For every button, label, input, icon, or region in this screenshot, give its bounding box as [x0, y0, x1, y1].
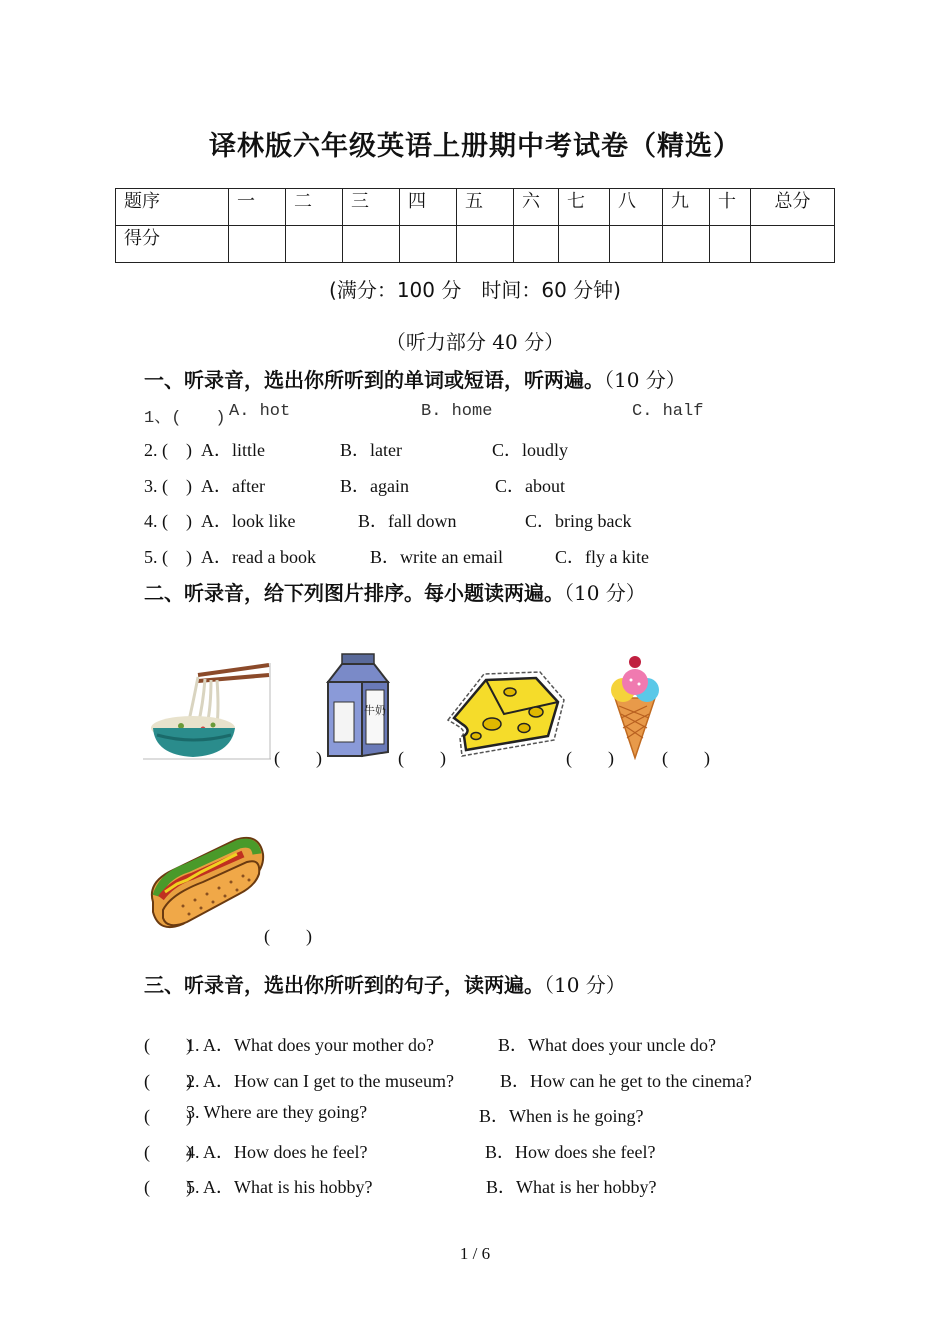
q2-option-b: B．later — [340, 440, 402, 460]
section2-title: 二、听录音，给下列图片排序。每小题读两遍。 — [144, 581, 564, 605]
score-cell: 七 — [559, 189, 610, 226]
score-blank — [751, 226, 835, 263]
score-blank — [343, 226, 400, 263]
ice-cream-answer-blank: ( ) — [662, 748, 710, 768]
q3-option-b: B．again — [340, 476, 409, 496]
q4-number: 4. ( ) — [144, 511, 192, 531]
score-cell: 四 — [400, 189, 457, 226]
section2-heading — [144, 577, 646, 606]
score-row-label: 得分 — [116, 226, 229, 263]
milk-label: 牛奶 — [364, 704, 386, 717]
s3-q3-paren: ( ) — [144, 1106, 192, 1126]
s3-q5-option-a: 5. A．What is his hobby? — [186, 1177, 373, 1197]
q2-option-a: A．little — [201, 440, 265, 460]
milk-carton-image — [322, 652, 392, 760]
score-blank — [514, 226, 559, 263]
cheese-image — [444, 668, 568, 760]
s3-q2-option-a: 2. A．How can I get to the museum? — [186, 1071, 454, 1091]
page-number: 1 / 6 — [459, 1244, 491, 1263]
q1-number: 1、( ) — [144, 409, 226, 428]
s3-q4-option-a: 4. A．How does he feel? — [186, 1142, 368, 1162]
hot-dog-answer-blank: ( ) — [264, 926, 312, 946]
q1-option-b: B. home — [421, 402, 493, 421]
score-blank — [457, 226, 514, 263]
score-cell: 题序 — [116, 189, 229, 226]
score-cell: 一 — [229, 189, 286, 226]
section2-points: （10 分） — [564, 581, 646, 605]
s3-q2-option-b: B．How can he get to the cinema? — [500, 1071, 752, 1091]
noodles-answer-blank: ( ) — [274, 748, 322, 768]
section3-points: （10 分） — [544, 973, 626, 997]
exam-info: (满分：100 分 时间：60 分钟) — [329, 278, 621, 302]
score-blank — [663, 226, 710, 263]
ice-cream-image — [607, 654, 663, 760]
score-cell: 九 — [663, 189, 710, 226]
score-blank — [559, 226, 610, 263]
hot-dog-image — [143, 832, 267, 938]
score-blank — [286, 226, 343, 263]
s3-q1-option-b: B．What does your uncle do? — [498, 1035, 716, 1055]
cheese-answer-blank: ( ) — [566, 748, 614, 768]
score-blank — [400, 226, 457, 263]
score-cell: 五 — [457, 189, 514, 226]
score-blank — [229, 226, 286, 263]
score-cell: 八 — [610, 189, 663, 226]
q1-option-c: C. half — [632, 402, 704, 421]
q1-option-a: A. hot — [229, 402, 291, 421]
q5-option-b: B．write an email — [370, 547, 503, 567]
noodles-bowl-image — [143, 663, 271, 760]
s3-q5-option-b: B．What is her hobby? — [486, 1177, 657, 1197]
s3-q4-option-b: B．How does she feel? — [485, 1142, 656, 1162]
score-cell: 十 — [710, 189, 751, 226]
score-cell: 总分 — [751, 189, 835, 226]
section3-title: 三、听录音，选出你所听到的句子，读两遍。 — [144, 973, 544, 997]
page-title: 译林版六年级英语上册期中考试卷（精选） — [209, 131, 741, 162]
s3-q4-paren: ( ) — [144, 1142, 192, 1162]
score-cell: 二 — [286, 189, 343, 226]
score-table — [115, 188, 835, 263]
score-blank — [710, 226, 751, 263]
milk-answer-blank: ( ) — [398, 748, 446, 768]
q3-option-a: A．after — [201, 476, 265, 496]
section1-points: （10 分） — [604, 368, 686, 392]
section1-heading — [144, 364, 686, 393]
score-cell: 三 — [343, 189, 400, 226]
section3-heading — [144, 969, 626, 998]
score-table-score-row — [116, 226, 835, 263]
s3-q3-option-b: B．When is he going? — [479, 1106, 644, 1126]
s3-q5-paren: ( ) — [144, 1177, 192, 1197]
s3-q3-option-a: 3. Where are they going? — [186, 1102, 368, 1122]
q5-option-c: C．fly a kite — [555, 547, 649, 567]
q5-option-a: A．read a book — [201, 547, 316, 567]
s3-q1-option-a: 1. A．What does your mother do? — [186, 1035, 434, 1055]
score-cell: 六 — [514, 189, 559, 226]
s3-q1-paren: ( ) — [144, 1035, 192, 1055]
s3-q2-paren: ( ) — [144, 1071, 192, 1091]
q2-number: 2. ( ) — [144, 440, 192, 460]
q4-option-c: C．bring back — [525, 511, 632, 531]
q2-option-c: C．loudly — [492, 440, 569, 460]
q3-number: 3. ( ) — [144, 476, 192, 496]
score-table-header-row — [116, 189, 835, 226]
q4-option-b: B．fall down — [358, 511, 457, 531]
q5-number: 5. ( ) — [144, 547, 192, 567]
listening-header: （听力部分 40 分） — [385, 330, 565, 354]
q4-option-a: A．look like — [201, 511, 296, 531]
section1-title: 一、听录音，选出你所听到的单词或短语，听两遍。 — [144, 368, 604, 392]
q3-option-c: C．about — [495, 476, 565, 496]
score-blank — [610, 226, 663, 263]
